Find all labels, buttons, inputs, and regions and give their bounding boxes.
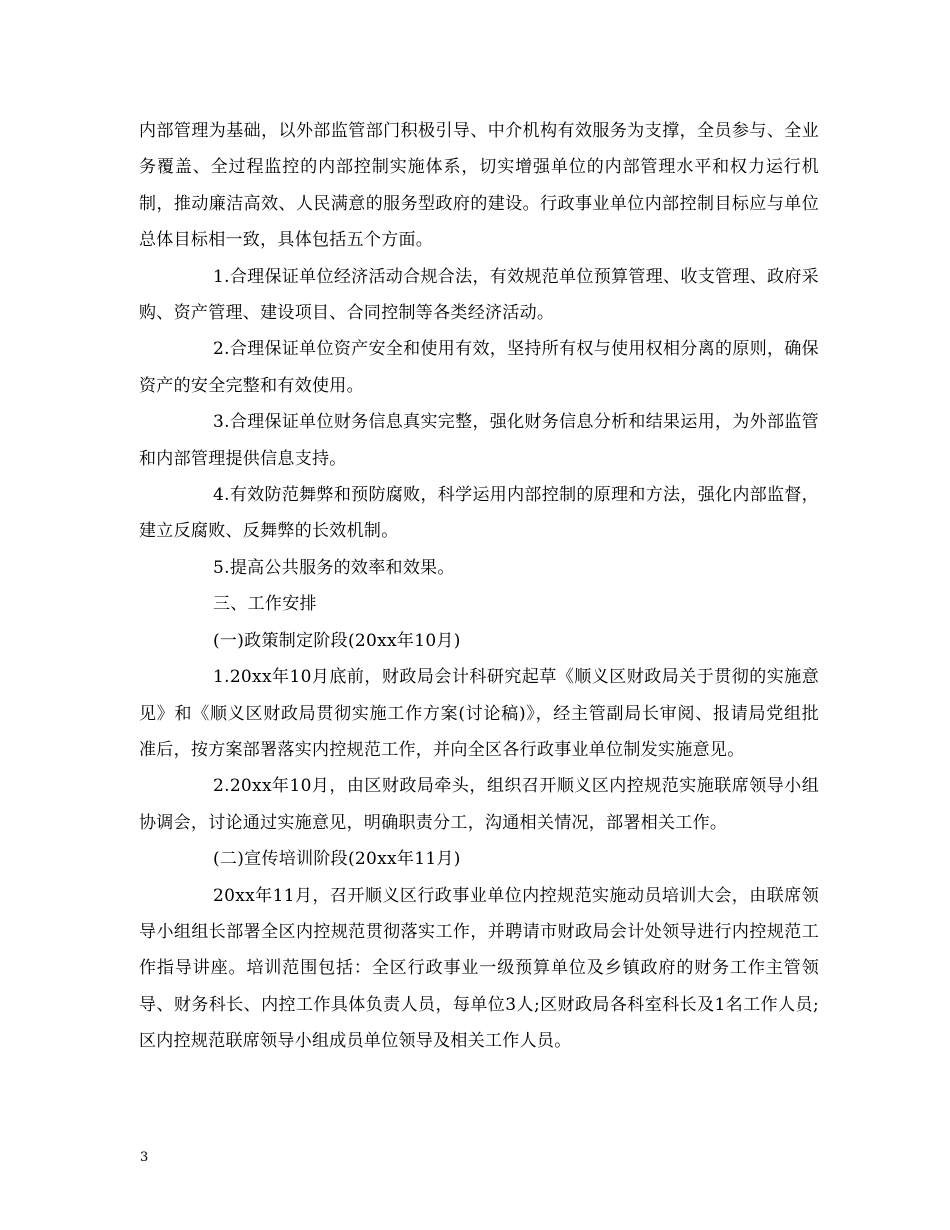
document-body (139, 113, 819, 1060)
paragraph-goal-4: 4.有效防范舞弊和预防腐败，科学运用内部控制的原理和方法，强化内部监督，建立反腐败、反舞弊的长效机制。 (139, 485, 819, 542)
paragraph-goal-2: 2.合理保证单位资产安全和使用有效，坚持所有权与使用权相分离的原则，确保资产的安全完整和有效使用。 (139, 339, 819, 396)
page-number: 3 (140, 1150, 149, 1165)
subsection-heading-policy-stage: (一)政策制定阶段(20xx年10月) (213, 630, 461, 651)
paragraph-intro-continued: 内部管理为基础，以外部监管部门积极引导、中介机构有效服务为支撑，全员参与、全业务覆盖、全过程监控的内部控制实施体系，切实增强单位的内部管理水平和权力运行机制，推动廉洁高效、人民满意的服务型政府的建设。行政事业单位内部控制目标应与单位总体目标相一致，具体包括五个方面。 (139, 121, 819, 251)
paragraph-training-details: 20xx年11月，召开顺义区行政事业单位内控规范实施动员培训大会，由联席领导小组组长部署全区内控规范贯彻落实工作，并聘请市财政局会计处领导进行内控规范工作指导讲座。培训范围包括：全区行政事业一级预算单位及乡镇政府的财务工作主管领导、财务科长、内控工作具体负责人员，每单位3人;区财政局各科室科长及1名工作人员;区内控规范联席领导小组成员单位领导及相关工作人员。 (139, 885, 819, 1052)
paragraph-goal-3: 3.合理保证单位财务信息真实完整，强化财务信息分析和结果运用，为外部监管和内部管理提供信息支持。 (139, 412, 819, 469)
paragraph-goal-1: 1.合理保证单位经济活动合规合法，有效规范单位预算管理、收支管理、政府采购、资产管理、建设项目、合同控制等各类经济活动。 (139, 266, 819, 324)
paragraph-policy-step-2: 2.20xx年10月，由区财政局牵头，组织召开顺义区内控规范实施联席领导小组协调会，讨论通过实施意见，明确职责分工，沟通相关情况，部署相关工作。 (139, 776, 819, 833)
paragraph-goal-5: 5.提高公共服务的效率和效果。 (213, 557, 455, 578)
section-heading-work-arrangement: 三、工作安排 (213, 594, 317, 615)
paragraph-policy-step-1: 1.20xx年10月底前，财政局会计科研究起草《顺义区财政局关于贯彻的实施意见》和《顺义区财政局贯彻实施工作方案(讨论稿)》，经主管副局长审阅、报请局党组批准后，按方案部署落实内控规范工作，并向全区各行政事业单位制发实施意见。 (139, 667, 819, 760)
subsection-heading-training-stage: (二)宣传培训阶段(20xx年11月) (213, 849, 461, 870)
